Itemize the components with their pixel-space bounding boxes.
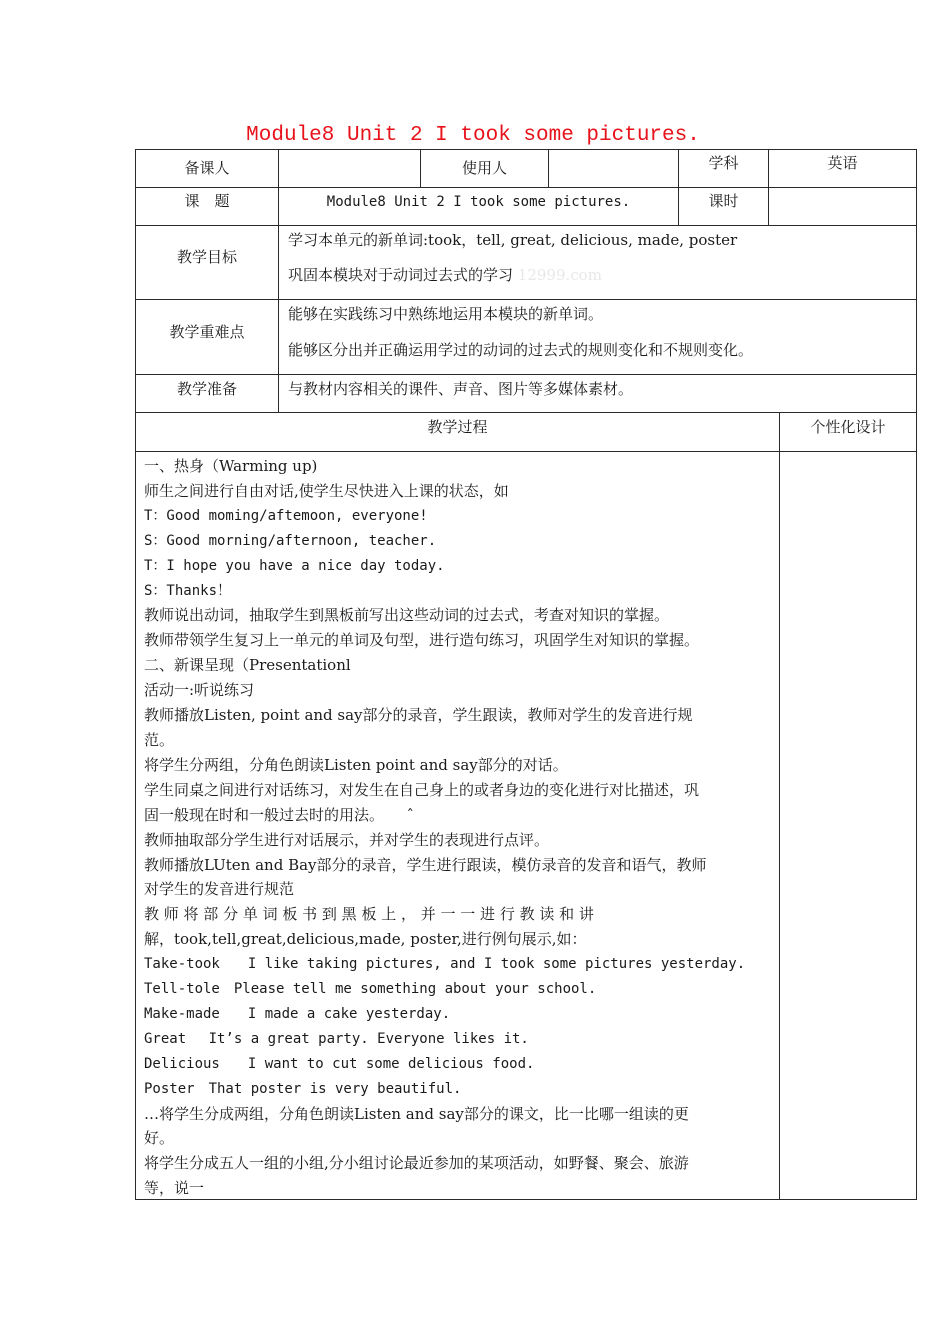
key-points-line: 能够在实践练习中熟练地运用本模块的新单词。 bbox=[288, 305, 604, 323]
design-label: 个性化设计 bbox=[810, 418, 886, 436]
process-line: 范。 bbox=[144, 730, 175, 749]
process-line: 等，说一 bbox=[144, 1179, 205, 1198]
document-title: Module8 Unit 2 I took some pictures. bbox=[246, 124, 700, 147]
process-line: 师生之间进行自由对话,使学生尽快进入上课的状态，如 bbox=[144, 481, 509, 500]
process-line: Delicious I want to cut some delicious food. bbox=[144, 1055, 535, 1072]
process-line: T：I hope you have a nice day today. bbox=[144, 557, 445, 574]
process-line: 教师播放LUten and Bay部分的录音，学生进行跟读，模仿录音的发音和语气，教师 bbox=[144, 855, 707, 874]
process-label: 教学过程 bbox=[427, 418, 488, 436]
process-line: 将学生分两组，分角色朗读Listen point and say部分的对话。 bbox=[144, 755, 568, 774]
process-line: 解，took,tell,great,delicious,made, poster,进行例句展示,如： bbox=[144, 930, 587, 949]
topic-value: Module8 Unit 2 I took some pictures. bbox=[326, 194, 631, 210]
row-divider bbox=[135, 225, 917, 226]
process-line: 将学生分成五人一组的小组,分小组讨论最近参加的某项活动，如野餐、聚会、旅游 bbox=[144, 1154, 689, 1173]
watermark: 12999.com bbox=[517, 266, 602, 284]
process-line: Great It’s a great party. Everyone likes it. bbox=[144, 1030, 529, 1047]
process-line: Take-took I like taking pictures, and I took some pictures yesterday. bbox=[144, 956, 746, 973]
row-divider bbox=[135, 412, 917, 413]
col-divider bbox=[278, 149, 279, 413]
subject-value: 英语 bbox=[827, 154, 858, 172]
process-line: 学生同桌之间进行对话练习，对发生在自己身上的或者身边的变化进行对比描述，巩 bbox=[144, 780, 700, 799]
row-divider bbox=[135, 187, 917, 188]
objectives-line: 巩固本模块对于动词过去式的学习 12999.com bbox=[288, 266, 602, 284]
process-line: 教 师 将 部 分 单 词 板 书 到 黑 板 上 ， 并 一 一 进 行 教 读 和 讲 bbox=[144, 905, 594, 924]
process-line: 教师带领学生复习上一单元的单词及句型，进行造句练习，巩固学生对知识的掌握。 bbox=[144, 631, 700, 650]
preparer-label: 备课人 bbox=[184, 159, 230, 177]
process-line: S：Thanks！ bbox=[144, 582, 232, 599]
process-body bbox=[144, 454, 772, 1201]
objectives-line: 学习本单元的新单词:took，tell, great, delicious, made, poster bbox=[288, 231, 738, 249]
process-line: S：Good morning/afternoon, teacher. bbox=[144, 532, 437, 549]
topic-label: 课 题 bbox=[184, 192, 230, 210]
row-divider bbox=[135, 374, 917, 375]
process-line: …将学生分成两组，分角色朗读Listen and say部分的课文，比一比哪一组读的更 bbox=[144, 1104, 689, 1123]
process-line: 教师播放Listen, point and say部分的录音，学生跟读，教师对学生的发音进行规 bbox=[144, 706, 693, 725]
process-line: 活动一:听说练习 bbox=[144, 681, 255, 700]
process-line: 固一般现在时和一般过去时的用法。 ˆ bbox=[144, 805, 415, 824]
col-divider bbox=[548, 149, 549, 187]
process-line: 教师说出动词，抽取学生到黑板前写出这些动词的过去式，考查对知识的掌握。 bbox=[144, 606, 670, 625]
preparation-text: 与教材内容相关的课件、声音、图片等多媒体素材。 bbox=[288, 380, 634, 398]
process-line: 教师抽取部分学生进行对话展示，并对学生的表现进行点评。 bbox=[144, 830, 550, 849]
preparation-label: 教学准备 bbox=[176, 380, 237, 398]
process-line: T：Good moming/aftemoon, everyone! bbox=[144, 507, 428, 524]
period-label: 课时 bbox=[708, 192, 739, 210]
objectives-label: 教学目标 bbox=[176, 248, 237, 266]
row-divider bbox=[135, 451, 917, 452]
process-line: 一、热身（Warming up) bbox=[144, 457, 318, 475]
process-line: Make-made I made a cake yesterday. bbox=[144, 1005, 451, 1022]
table-border-right bbox=[916, 149, 917, 1200]
user-label: 使用人 bbox=[461, 159, 507, 177]
table-border-left bbox=[135, 149, 136, 1200]
table-border-top bbox=[135, 149, 917, 150]
process-line: Tell-tole Please tell me something about your school. bbox=[144, 981, 597, 998]
col-divider bbox=[779, 412, 780, 1200]
key-points-line: 能够区分出并正确运用学过的动词的过去式的规则变化和不规则变化。 bbox=[288, 341, 754, 359]
key-points-label: 教学重难点 bbox=[169, 323, 245, 341]
process-line: 好。 bbox=[144, 1129, 175, 1148]
process-line: 对学生的发音进行规范 bbox=[144, 880, 295, 899]
row-divider bbox=[135, 299, 917, 300]
process-line: Poster That poster is very beautiful. bbox=[144, 1080, 462, 1097]
subject-label: 学科 bbox=[708, 154, 739, 172]
process-line: 二、新课呈现（Presentationl bbox=[144, 656, 351, 675]
